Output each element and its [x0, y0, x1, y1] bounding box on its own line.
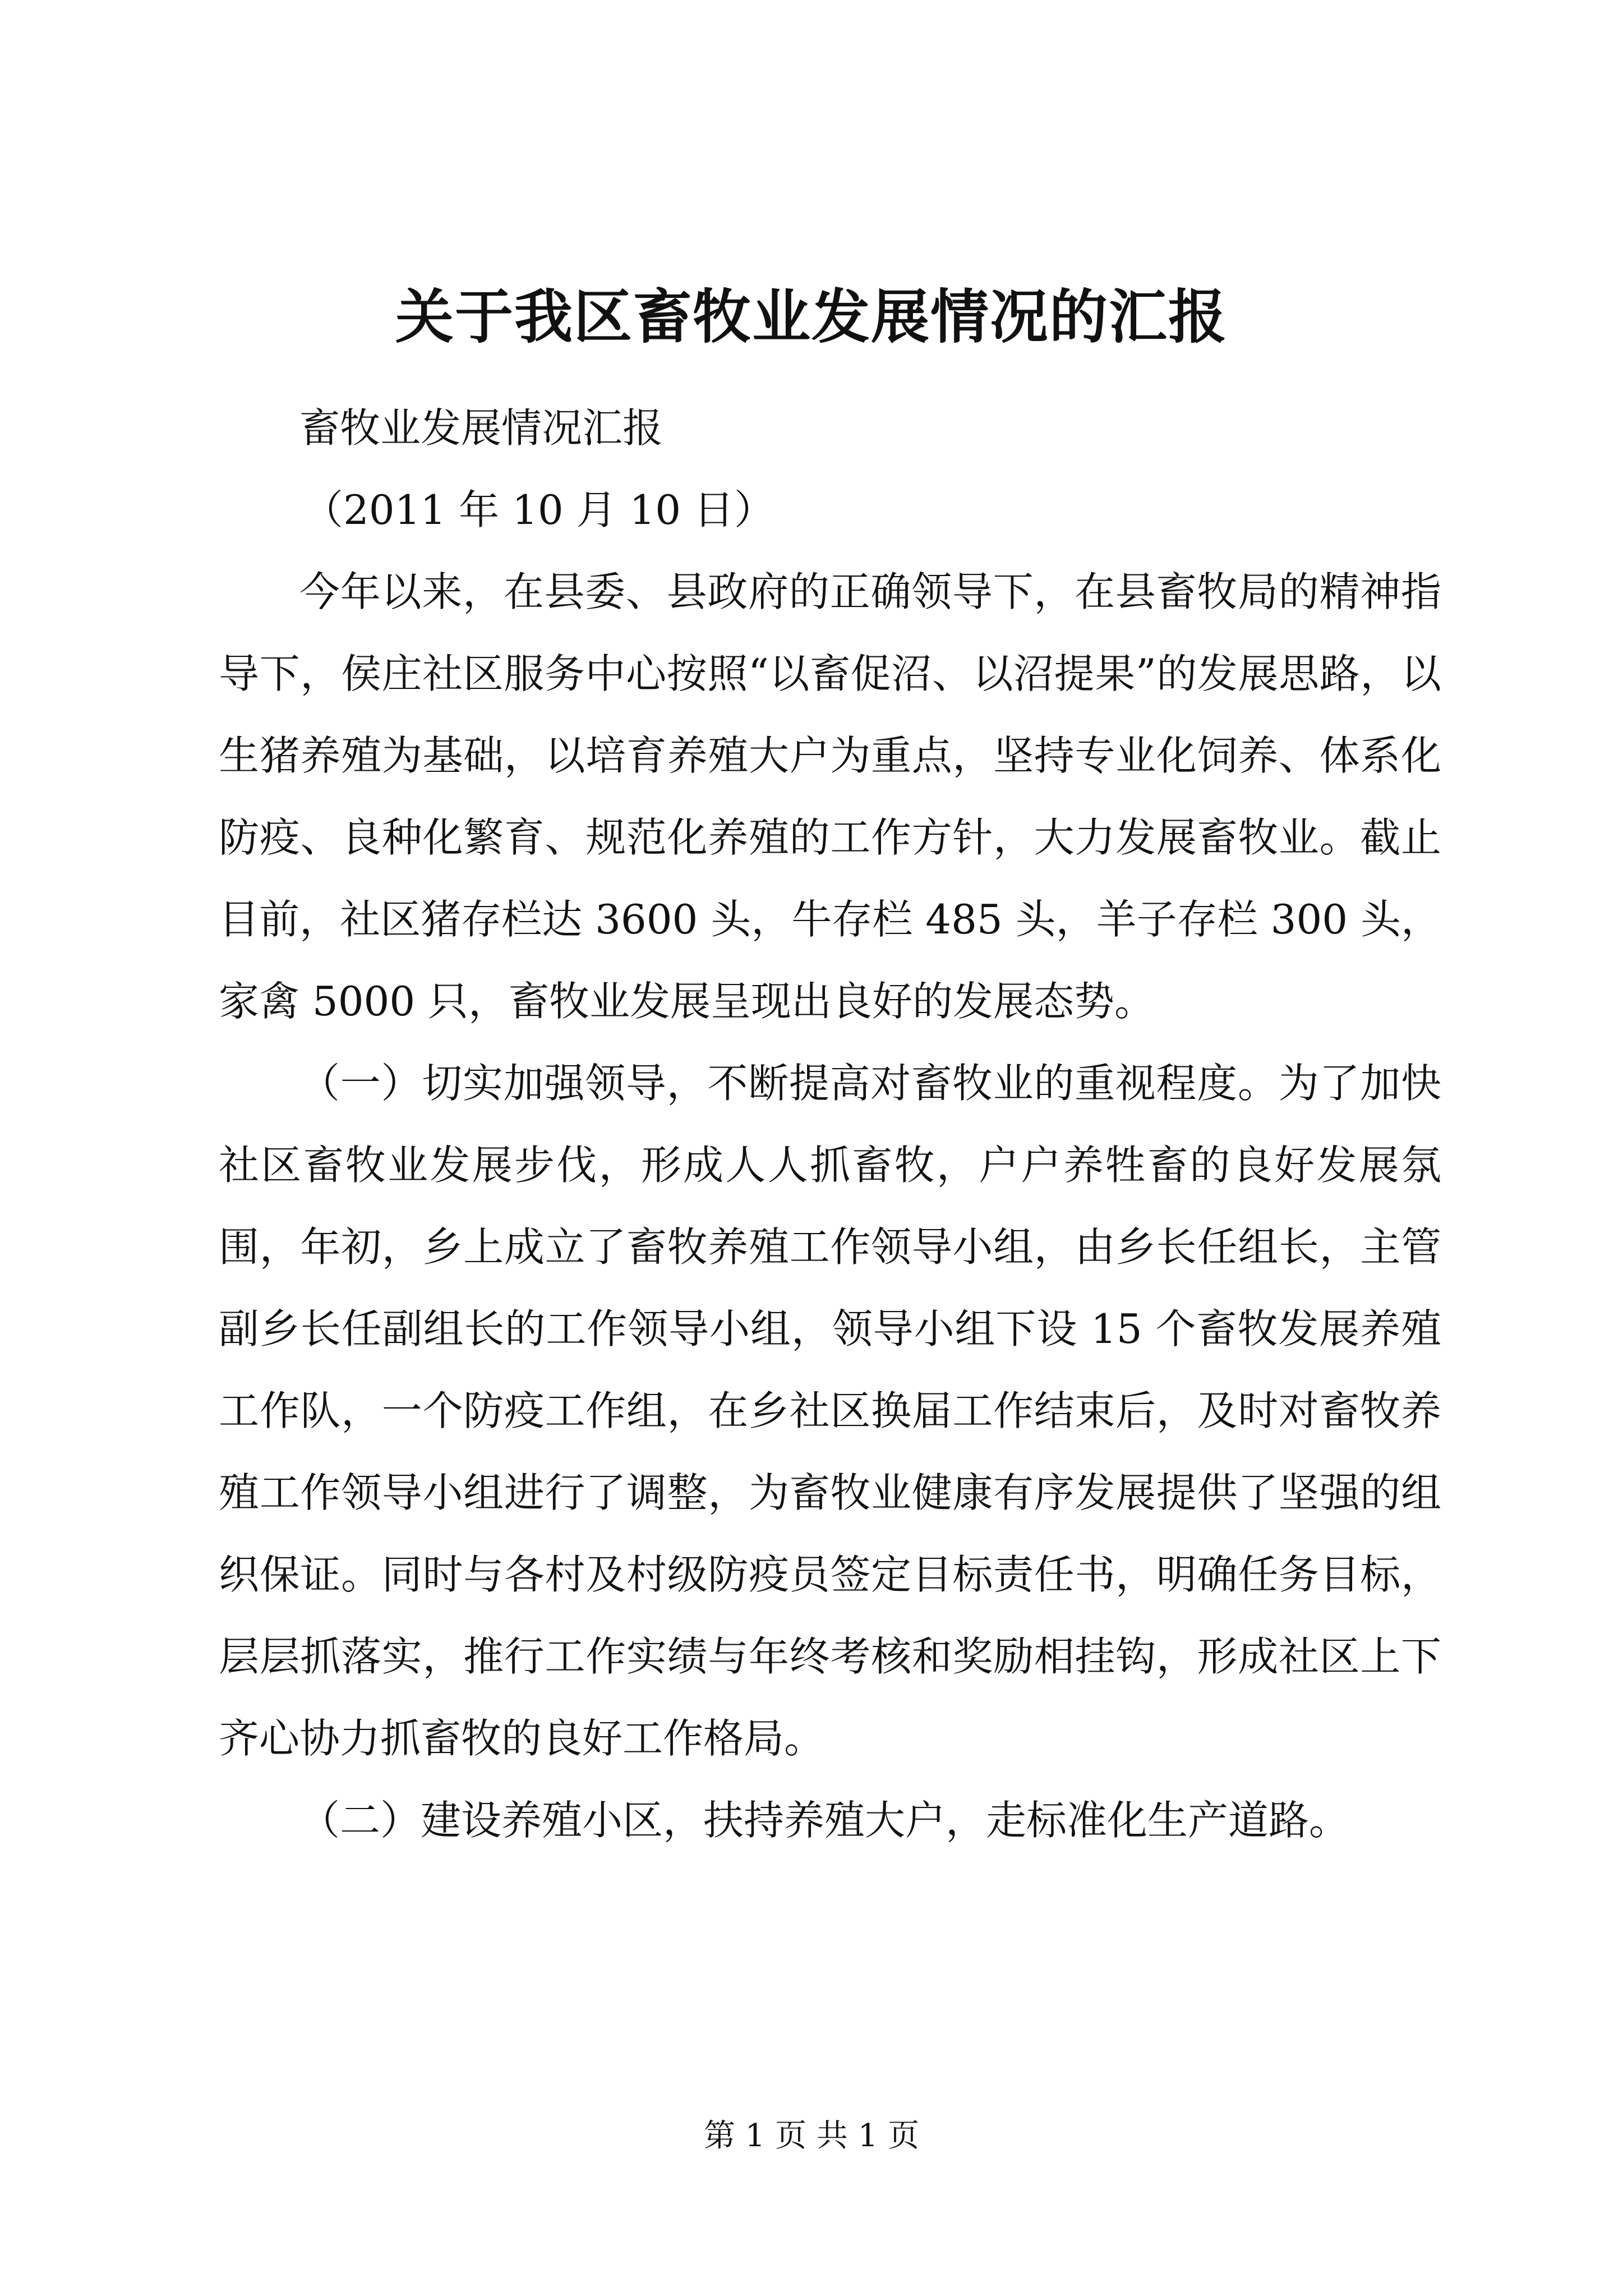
document-title: 关于我区畜牧业发展情况的汇报: [395, 282, 1228, 351]
paragraph-section-one: （一）切实加强领导，不断提高对畜牧业的重视程度。为了加快社区畜牧业发展步伐，形成人人抓畜牧，户户养牲畜的良好发展氛围，年初，乡上成立了畜牧养殖工作领导小组，由乡长任组长，主管副乡长任副组长的工作领导小组，领导小组下设 15 个畜牧发展养殖工作队，一个防疫工作组，在乡社区换届工作结束后，及时对畜牧养殖工作领导小组进行了调整，为畜牧业健康有序发展提供了坚强的组织保证。同时与各村及村级防疫员签定目标责任书，明确任务目标，层层抓落实，推行工作实绩与年终考核和奖励相挂钩，形成社区上下齐心协力抓畜牧的良好工作格局。: [219, 1060, 1441, 1762]
document-date: （2011 年 10 月 10 日）: [303, 486, 774, 533]
document-subtitle: 畜牧业发展情况汇报: [299, 404, 663, 452]
paragraph-section-two: （二）建设养殖小区，扶持养殖大户，走标准化生产道路。: [299, 1797, 1350, 1844]
page-footer: 第 1 页 共 1 页: [703, 2118, 920, 2154]
paragraph-intro: 今年以来，在县委、县政府的正确领导下，在县畜牧局的精神指导下，侯庄社区服务中心按照“以畜促沼、以沼提果”的发展思路，以生猪养殖为基础，以培育养殖大户为重点，坚持专业化饲养、体系化防疫、良种化繁育、规范化养殖的工作方针，大力发展畜牧业。截止目前，社区猪存栏达 3600 头，牛存栏 485 头，羊子存栏 300 头，家禽 5000 只，畜牧业发展呈现出良好的发展态势。: [219, 568, 1441, 1025]
document-body: [219, 387, 1441, 1861]
